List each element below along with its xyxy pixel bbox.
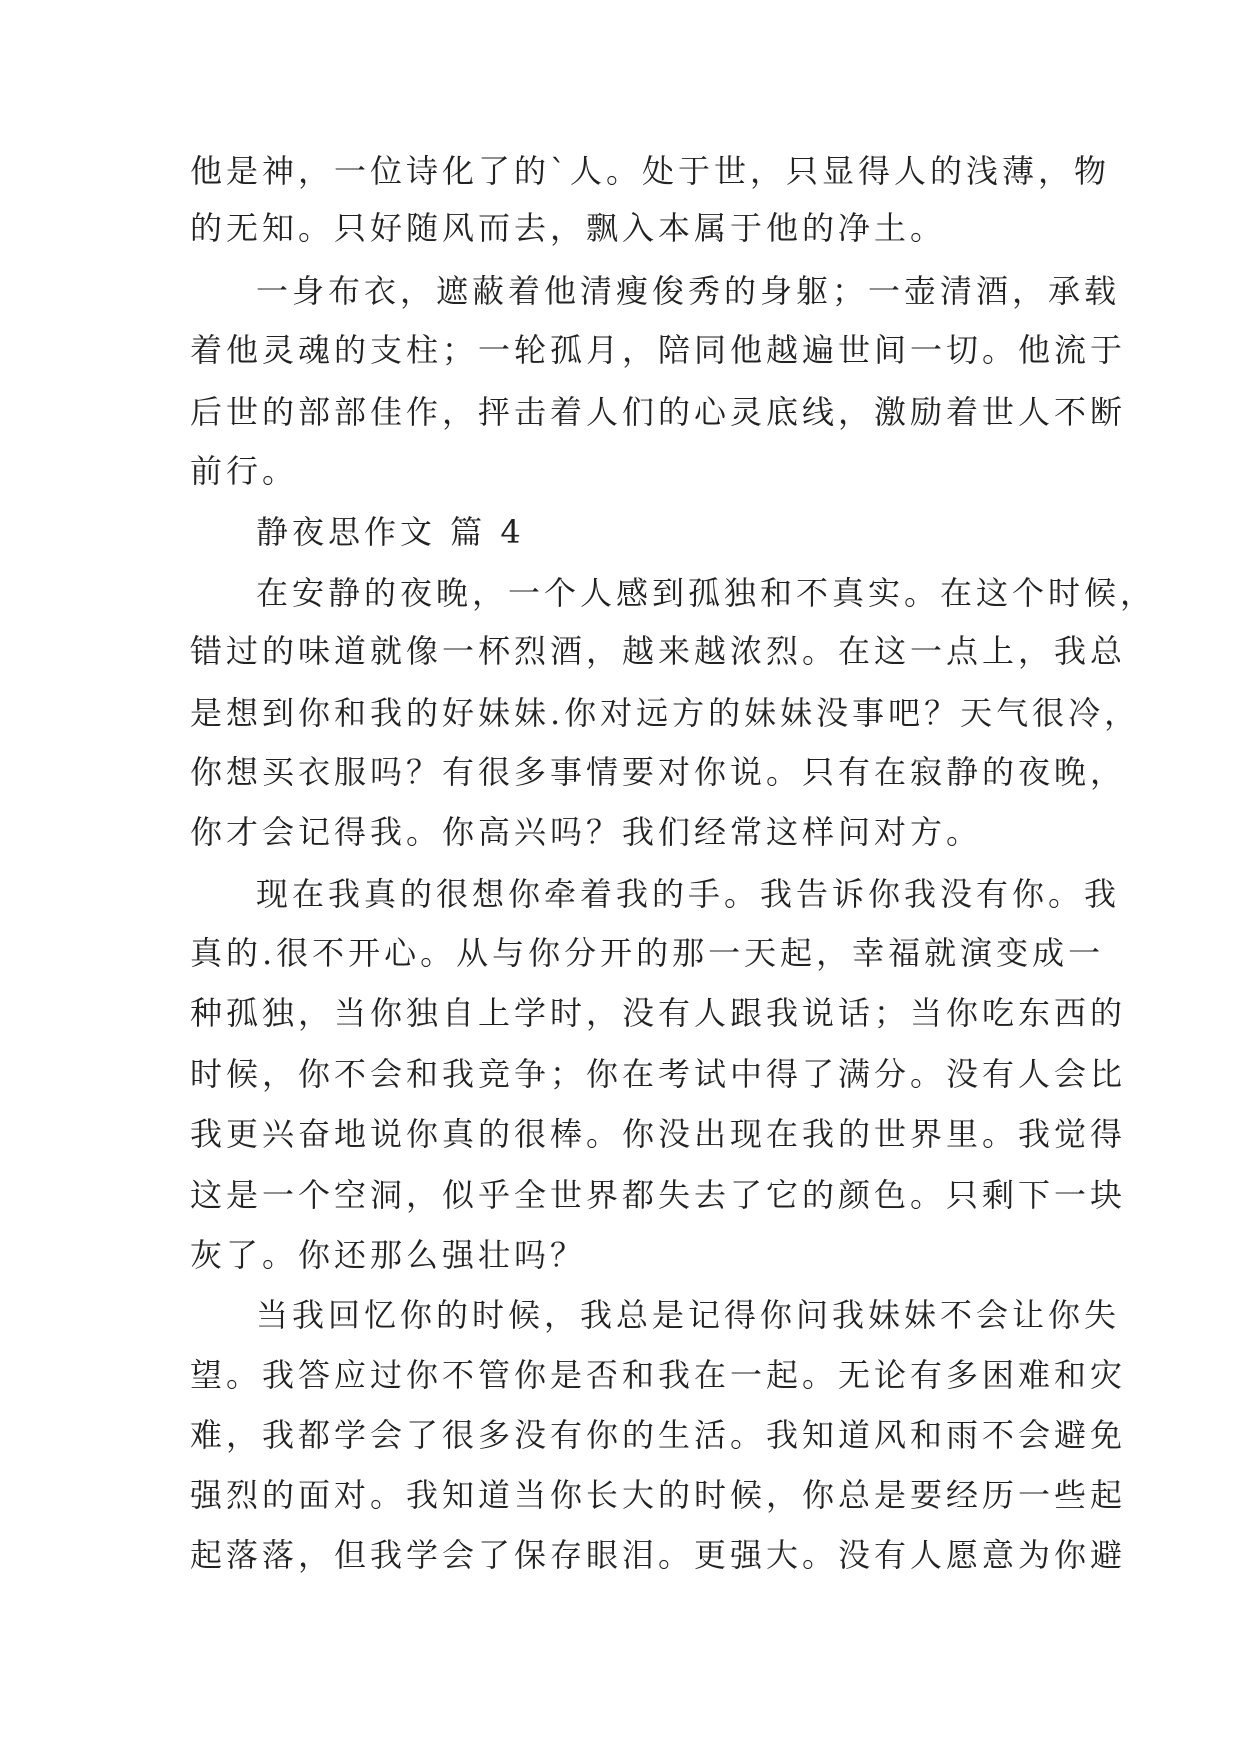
paragraph-line: 你才会记得我。你高兴吗？我们经常这样问对方。	[190, 813, 983, 851]
paragraph-line: 错过的味道就像一杯烈酒，越来越浓烈。在这一点上，我总	[190, 632, 1127, 670]
paragraph-line: 是想到你和我的好妹妹.你对远方的妹妹没事吧？天气很冷，	[190, 694, 1141, 732]
paragraph-line: 这是一个空洞，似乎全世界都失去了它的颜色。只剩下一块	[190, 1176, 1127, 1214]
paragraph-line: 在安静的夜晚，一个人感到孤独和不真实。在这个时候，	[256, 574, 1157, 612]
paragraph-line: 前行。	[190, 452, 299, 490]
paragraph-line: 真的.很不开心。从与你分开的那一天起，幸福就演变成一	[190, 934, 1105, 972]
paragraph-line: 我更兴奋地说你真的很棒。你没出现在我的世界里。我觉得	[190, 1115, 1127, 1153]
paragraph-line: 后世的部部佳作，抨击着人们的心灵底线，激励着世人不断	[190, 393, 1127, 431]
paragraph-line: 强烈的面对。我知道当你长大的时候，你总是要经历一些起	[190, 1476, 1127, 1514]
paragraph-line: 你想买衣服吗？有很多事情要对你说。只有在寂静的夜晚，	[190, 753, 1127, 791]
paragraph-line: 现在我真的很想你牵着我的手。我告诉你我没有你。我	[256, 875, 1121, 913]
paragraph-line: 望。我答应过你不管你是否和我在一起。无论有多困难和灾	[190, 1356, 1127, 1394]
paragraph-line: 他是神，一位诗化了的`人。处于世，只显得人的浅薄，物	[190, 152, 1111, 190]
paragraph-line: 种孤独，当你独自上学时，没有人跟我说话；当你吃东西的	[190, 994, 1127, 1032]
section-heading: 静夜思作文 篇 4	[256, 513, 525, 551]
paragraph-line: 难，我都学会了很多没有你的生活。我知道风和雨不会避免	[190, 1416, 1127, 1454]
paragraph-line: 当我回忆你的时候，我总是记得你问我妹妹不会让你失	[256, 1296, 1121, 1334]
paragraph-line: 起落落，但我学会了保存眼泪。更强大。没有人愿意为你避	[190, 1536, 1127, 1574]
paragraph-line: 的无知。只好随风而去，飘入本属于他的净土。	[190, 209, 947, 247]
paragraph-line: 时候，你不会和我竞争；你在考试中得了满分。没有人会比	[190, 1055, 1127, 1093]
paragraph-line: 一身布衣，遮蔽着他清瘦俊秀的身躯；一壶清酒，承载	[256, 272, 1121, 310]
paragraph-line: 灰了。你还那么强壮吗？	[190, 1236, 587, 1274]
paragraph-line: 着他灵魂的支柱；一轮孤月，陪同他越遍世间一切。他流于	[190, 331, 1127, 369]
